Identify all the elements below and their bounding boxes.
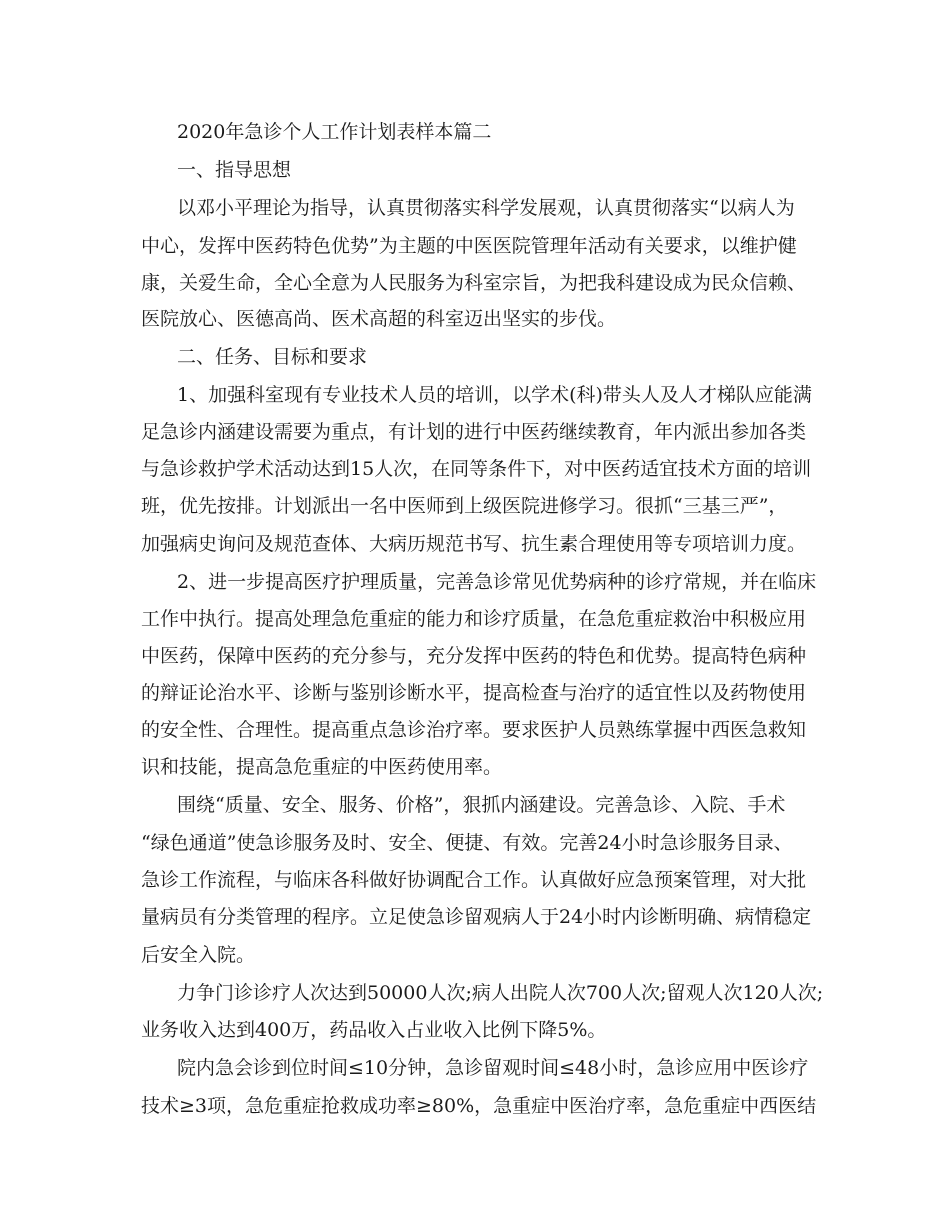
paragraph-line: 院内急会诊到位时间≤10分钟，急诊留观时间≤48小时，急诊应用中医诊疗 [177,1057,809,1079]
paragraph-line: 1、加强科室现有专业技术人员的培训，以学术(科)带头人及人才梯队应能满 [177,384,812,406]
paragraph-line: 中医药，保障中医药的充分参与，充分发挥中医药的特色和优势。提高特色病种 [141,645,807,667]
paragraph-line: “绿色通道”使急诊服务及时、安全、便捷、有效。完善24小时急诊服务目录、 [141,832,793,854]
paragraph-line: 医院放心、医德高尚、医术高超的科室迈出坚实的步伐。 [141,308,617,330]
paragraph-line: 中心，发挥中医药特色优势”为主题的中医医院管理年活动有关要求，以维护健 [141,235,797,257]
paragraph-line: 技术≥3项，急危重症抢救成功率≥80%，急重症中医治疗率，急危重症中西医结 [141,1095,817,1117]
paragraph-line: 业务收入达到400万，药品收入占业收入比例下降5%。 [141,1019,607,1041]
document-title: 2020年急诊个人工作计划表样本篇二 [177,121,492,143]
paragraph-line: 力争门诊诊疗人次达到50000人次;病人出院人次700人次;留观人次120人次; [177,982,824,1004]
paragraph-line: 的辩证论治水平、诊断与鉴别诊断水平，提高检查与治疗的适宜性以及药物使用 [141,682,807,704]
paragraph-line: 工作中执行。提高处理急危重症的能力和诊疗质量，在急危重症救治中积极应用 [141,608,807,630]
paragraph-line: 识和技能，提高急危重症的中医药使用率。 [141,756,503,778]
paragraph-line: 急诊工作流程，与临床各科做好协调配合工作。认真做好应急预案管理，对大批 [141,869,807,891]
paragraph-line: 康，关爱生命，全心全意为人民服务为科室宗旨，为把我科建设成为民众信赖、 [141,272,807,294]
paragraph-line: 班，优先按排。计划派出一名中医师到上级医院进修学习。很抓“三基三严”， [141,495,788,517]
paragraph-line: 2、进一步提高医疗护理质量，完善急诊常见优势病种的诊疗常规，并在临床 [177,571,817,593]
paragraph-line: 足急诊内涵建设需要为重点，有计划的进行中医药继续教育，年内派出参加各类 [141,421,807,443]
paragraph-line: 后安全入院。 [141,944,256,966]
paragraph-line: 围绕“质量、安全、服务、价格”，狠抓内涵建设。完善急诊、入院、手术 [177,794,786,816]
paragraph-line: 以邓小平理论为指导，认真贯彻落实科学发展观，认真贯彻落实“以病人为 [177,197,795,219]
section-heading: 一、指导思想 [177,159,292,181]
paragraph-line: 加强病史询问及规范查体、大病历规范书写、抗生素合理使用等专项培训力度。 [141,533,807,555]
section-heading: 二、任务、目标和要求 [177,346,368,368]
paragraph-line: 量病员有分类管理的程序。立足使急诊留观病人于24小时内诊断明确、病情稳定 [141,906,812,928]
paragraph-line: 与急诊救护学术活动达到15人次，在同等条件下，对中医药适宜技术方面的培训 [141,458,812,480]
paragraph-line: 的安全性、合理性。提高重点急诊治疗率。要求医护人员熟练掌握中西医急救知 [141,719,807,741]
